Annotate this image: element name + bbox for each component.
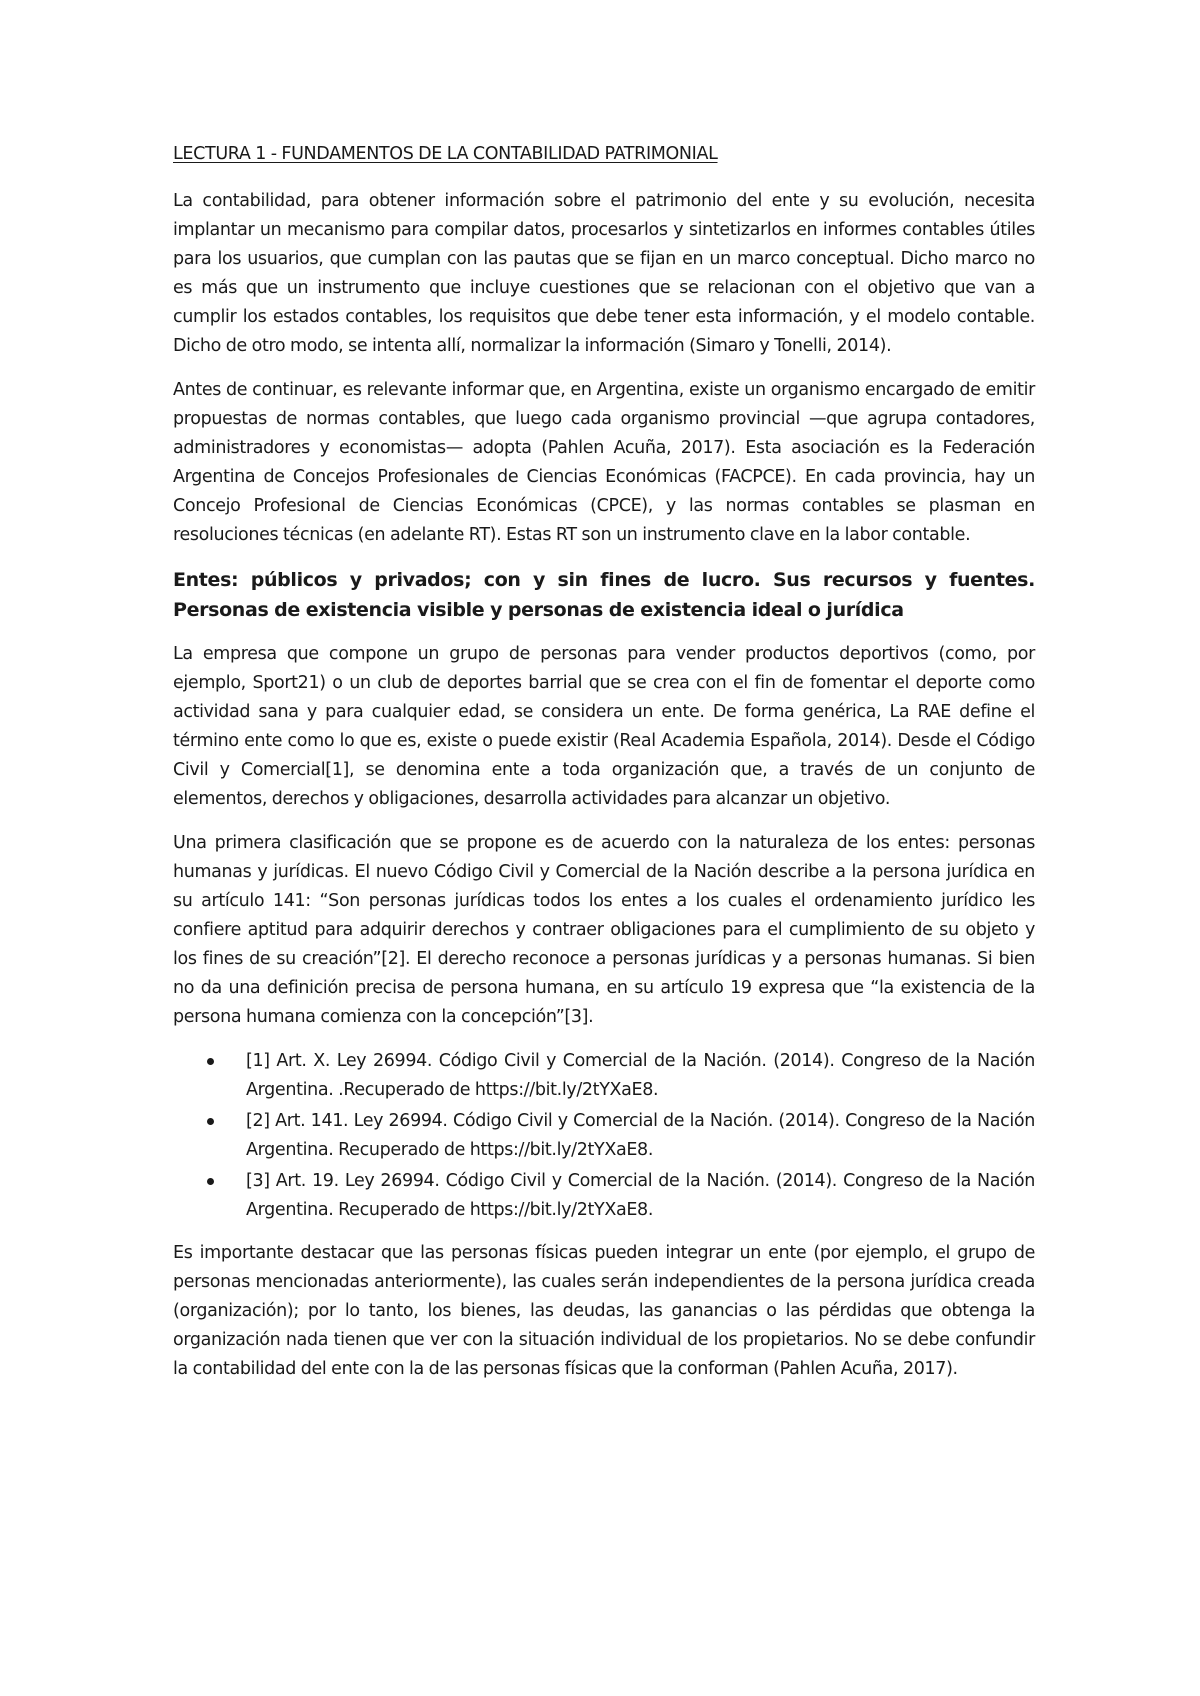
reference-text-1: [1] Art. X. Ley 26994. Código Civil y Comercial de la Nación. (2014). Congreso de la Nación Argentina. .Recuperado de https://bit.ly/2tYXaE8.: [246, 1051, 1035, 1100]
bullet-icon: [207, 1178, 214, 1185]
paragraph-closing: Es importante destacar que las personas físicas pueden integrar un ente (por ejemplo, el grupo de personas mencionadas anteriormente), las cuales serán independientes de la persona jurídica creada (organización); por lo tanto, los bienes, las deudas, las ganancias o las pérdidas que obtenga la organización nada tienen que ver con la situación individual de los propietarios. No se debe confundir la contabilidad del ente con la de las personas físicas que la conforman (Pahlen Acuña, 2017).: [173, 1243, 1035, 1379]
section-heading: Entes: públicos y privados; con y sin fines de lucro. Sus recursos y fuentes. Personas de existencia visible y personas de existencia ideal o jurídica: [173, 569, 1035, 621]
reference-list: [173, 1047, 1035, 1225]
paragraph-intro-1: La contabilidad, para obtener información sobre el patrimonio del ente y su evolución, necesita implantar un mecanismo para compilar datos, procesarlos y sintetizarlos en informes contables útiles para los usuarios, que cumplan con las pautas que se fijan en un marco conceptual. Dicho marco no es más que un instrumento que incluye cuestiones que se relacionan con el objetivo que van a cumplir los estados contables, los requisitos que debe tener esta información, y el modelo contable. Dicho de otro modo, se intenta allí, normalizar la información (Simaro y Tonelli, 2014).: [173, 191, 1035, 356]
paragraph-section-2: Una primera clasificación que se propone es de acuerdo con la naturaleza de los entes: personas humanas y jurídicas. El nuevo Código Civil y Comercial de la Nación describe a la persona jurídica en su artículo 141: “Son personas jurídicas todos los entes a los cuales el ordenamiento jurídico les confiere aptitud para adquirir derechos y contraer obligaciones para el cumplimiento de su objeto y los fines de su creación”[2]. El derecho reconoce a personas jurídicas y a personas humanas. Si bien no da una definición precisa de persona humana, en su artículo 19 expresa que “la existencia de la persona humana comienza con la concepción”[3].: [173, 833, 1035, 1027]
reference-item-3: [173, 1167, 1035, 1225]
bullet-icon: [207, 1118, 214, 1125]
reference-item-1: [173, 1047, 1035, 1105]
reference-item-2: [173, 1107, 1035, 1165]
reference-text-2: [2] Art. 141. Ley 26994. Código Civil y Comercial de la Nación. (2014). Congreso de la Nación Argentina. Recuperado de https://bit.ly/2tYXaE8.: [246, 1111, 1035, 1160]
bullet-icon: [207, 1058, 214, 1065]
document-body: [173, 140, 1035, 1399]
paragraph-intro-2: Antes de continuar, es relevante informar que, en Argentina, existe un organismo encargado de emitir propuestas de normas contables, que luego cada organismo provincial —que agrupa contadores, administradores y economistas— adopta (Pahlen Acuña, 2017). Esta asociación es la Federación Argentina de Concejos Profesionales de Ciencias Económicas (FACPCE). En cada provincia, hay un Concejo Profesional de Ciencias Económicas (CPCE), y las normas contables se plasman en resoluciones técnicas (en adelante RT). Estas RT son un instrumento clave en la labor contable.: [173, 380, 1035, 545]
paragraph-section-1: La empresa que compone un grupo de personas para vender productos deportivos (como, por ejemplo, Sport21) o un club de deportes barrial que se crea con el fin de fomentar el deporte como actividad sana y para cualquier edad, se considera un ente. De forma genérica, La RAE define el término ente como lo que es, existe o puede existir (Real Academia Española, 2014). Desde el Código Civil y Comercial[1], se denomina ente a toda organización que, a través de un conjunto de elementos, derechos y obligaciones, desarrolla actividades para alcanzar un objetivo.: [173, 644, 1035, 809]
document-title: LECTURA 1 - FUNDAMENTOS DE LA CONTABILIDAD PATRIMONIAL: [173, 144, 718, 164]
reference-text-3: [3] Art. 19. Ley 26994. Código Civil y Comercial de la Nación. (2014). Congreso de la Nación Argentina. Recuperado de https://bit.ly/2tYXaE8.: [246, 1171, 1035, 1220]
